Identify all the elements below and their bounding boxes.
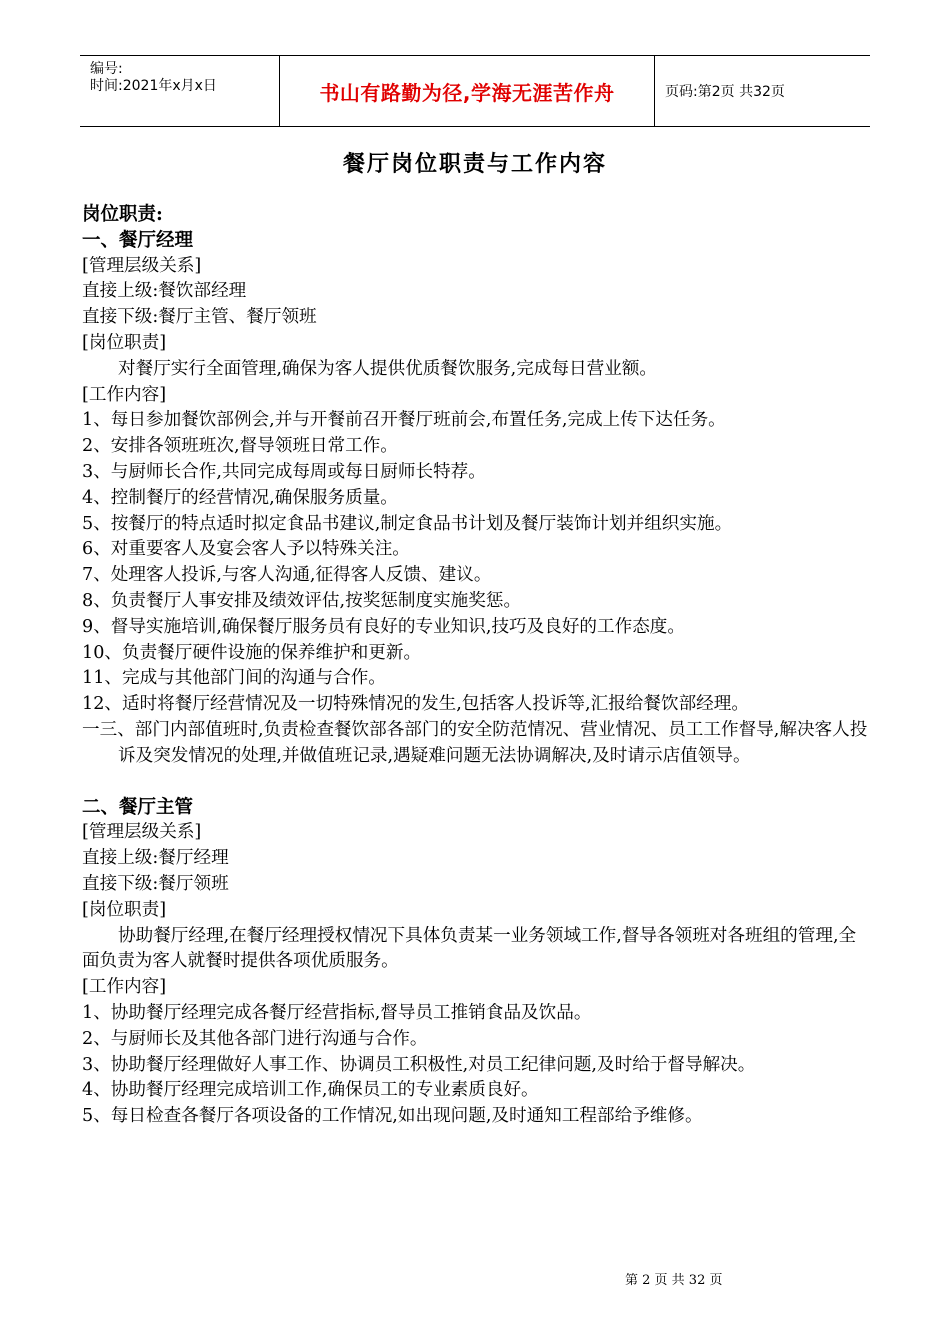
document-body [82,202,872,1130]
section2-hierarchy-label: [管理层级关系] [82,822,202,843]
section1-item: 9、督导实施培训,确保餐厅服务员有良好的专业知识,技巧及良好的工作态度。 [82,616,685,637]
section1-duty-label: [岗位职责] [82,332,167,353]
section1-item: 一三、部门内部值班时,负责检查餐饮部各部门的安全防范情况、营业情况、员工工作督导,解决客人投诉及突发情况的处理,并做值班记录,遇疑难问题无法协调解决,及时请示店值领导。 [82,719,868,766]
section2-duty-label: [岗位职责] [82,899,167,920]
section1-item: 11、完成与其他部门间的沟通与合作。 [82,668,386,689]
document-number-label: 编号: [90,61,123,77]
sections-heading: 岗位职责: [82,204,163,225]
document-time-label: 时间:2021年x月x日 [90,78,217,94]
section2-item: 2、与厨师长及其他各部门进行沟通与合作。 [82,1028,428,1049]
section2-superior: 直接上级:餐厅经理 [82,848,229,869]
section1-item: 7、处理客人投诉,与客人沟通,征得客人反馈、建议。 [82,565,492,586]
section1-work-label: [工作内容] [82,384,167,405]
page-header [80,55,870,127]
section2-item: 4、协助餐厅经理完成培训工作,确保员工的专业素质良好。 [82,1080,539,1101]
section1-duty-text: 对餐厅实行全面管理,确保为客人提供优质餐饮服务,完成每日营业额。 [118,358,658,379]
section2-work-label: [工作内容] [82,977,167,998]
document-title: 餐厅岗位职责与工作内容 [342,151,607,177]
header-meta [80,56,280,126]
section2-duty-text: 协助餐厅经理,在餐厅经理授权情况下具体负责某一业务领域工作,督导各领班对各班组的管理,全面负责为客人就餐时提供各项优质服务。 [82,925,857,972]
section1-item: 2、安排各领班班次,督导领班日常工作。 [82,436,398,457]
section1-item: 10、负责餐厅硬件设施的保养维护和更新。 [82,642,422,663]
header-motto: 书山有路勤为径,学海无涯苦作舟 [280,56,655,126]
section1-heading: 一、餐厅经理 [82,229,194,251]
section1-item: 12、适时将餐厅经营情况及一切特殊情况的发生,包括客人投诉等,汇报给餐饮部经理。 [82,694,749,715]
section1-item: 1、每日参加餐饮部例会,并与开餐前召开餐厅班前会,布置任务,完成上传下达任务。 [82,410,726,431]
section1-item: 5、按餐厅的特点适时拟定食品书建议,制定食品书计划及餐厅装饰计划并组织实施。 [82,513,733,534]
section1-item: 3、与厨师长合作,共同完成每周或每日厨师长特荐。 [82,461,486,482]
section2-subordinate: 直接下级:餐厅领班 [82,873,229,894]
header-page-label: 页码:第2页 共32页 [665,84,785,100]
section2-heading: 二、餐厅主管 [82,796,194,818]
section1-item: 4、控制餐厅的经营情况,确保服务质量。 [82,487,398,508]
section2-item: 1、协助餐厅经理完成各餐厅经营指标,督导员工推销食品及饮品。 [82,1002,592,1023]
section1-item: 8、负责餐厅人事安排及绩效评估,按奖惩制度实施奖惩。 [82,590,522,611]
section-spacer [82,770,872,795]
section1-subordinate: 直接下级:餐厅主管、餐厅领班 [82,307,317,328]
section1-hierarchy-label: [管理层级关系] [82,255,202,276]
section2-item: 5、每日检查各餐厅各项设备的工作情况,如出现问题,及时通知工程部给予维修。 [82,1106,703,1127]
section2-item: 3、协助餐厅经理做好人事工作、协调员工积极性,对员工纪律问题,及时给于督导解决。 [82,1054,756,1075]
page-footer: 第 2 页 共 32 页 [625,1273,723,1288]
section1-superior: 直接上级:餐饮部经理 [82,281,247,302]
section1-item: 6、对重要客人及宴会客人予以特殊关注。 [82,539,410,560]
